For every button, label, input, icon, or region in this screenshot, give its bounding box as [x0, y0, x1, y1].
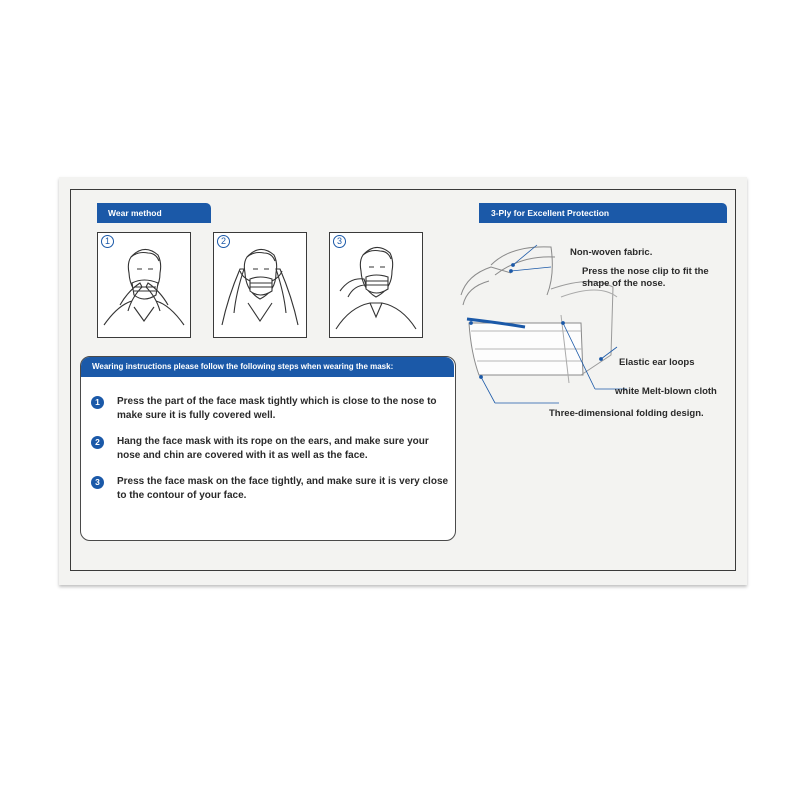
instruction-text-2: Hang the face mask with its rope on the ears, and make sure your nose and chin are covered with it as well as the face. [117, 436, 429, 461]
step-3-illustration [330, 233, 422, 337]
label-melt-blown: white Melt-blown cloth [615, 386, 717, 397]
label-nose-clip: Press the nose clip to fit the shape of the nose. [582, 266, 709, 289]
instruction-text-1: Press the part of the face mask tightly which is close to the nose to make sure it is fully covered well. [117, 396, 437, 421]
instructions-panel [80, 356, 456, 541]
step-2-illustration [214, 233, 306, 337]
step-1-illustration [98, 233, 190, 337]
instruction-number-3: 3 [91, 476, 104, 489]
instruction-text-3: Press the face mask on the face tightly, and make sure it is very close to the contour of your face. [117, 476, 449, 501]
step-number-3: 3 [333, 235, 346, 248]
protection-header: 3-Ply for Excellent Protection [479, 203, 727, 223]
label-non-woven: Non-woven fabric. [570, 247, 653, 258]
instruction-number-2: 2 [91, 436, 104, 449]
label-ear-loops: Elastic ear loops [619, 357, 695, 368]
instructions-header: Wearing instructions please follow the following steps when wearing the mask: [81, 357, 454, 377]
instruction-card [59, 177, 747, 585]
mask-diagram [451, 235, 631, 405]
step-panel-1 [97, 232, 191, 338]
step-panel-2 [213, 232, 307, 338]
step-panel-3 [329, 232, 423, 338]
step-number-2: 2 [217, 235, 230, 248]
card-border [70, 189, 736, 571]
wear-method-header: Wear method [97, 203, 211, 223]
label-folding: Three-dimensional folding design. [549, 408, 704, 419]
step-number-1: 1 [101, 235, 114, 248]
instruction-number-1: 1 [91, 396, 104, 409]
